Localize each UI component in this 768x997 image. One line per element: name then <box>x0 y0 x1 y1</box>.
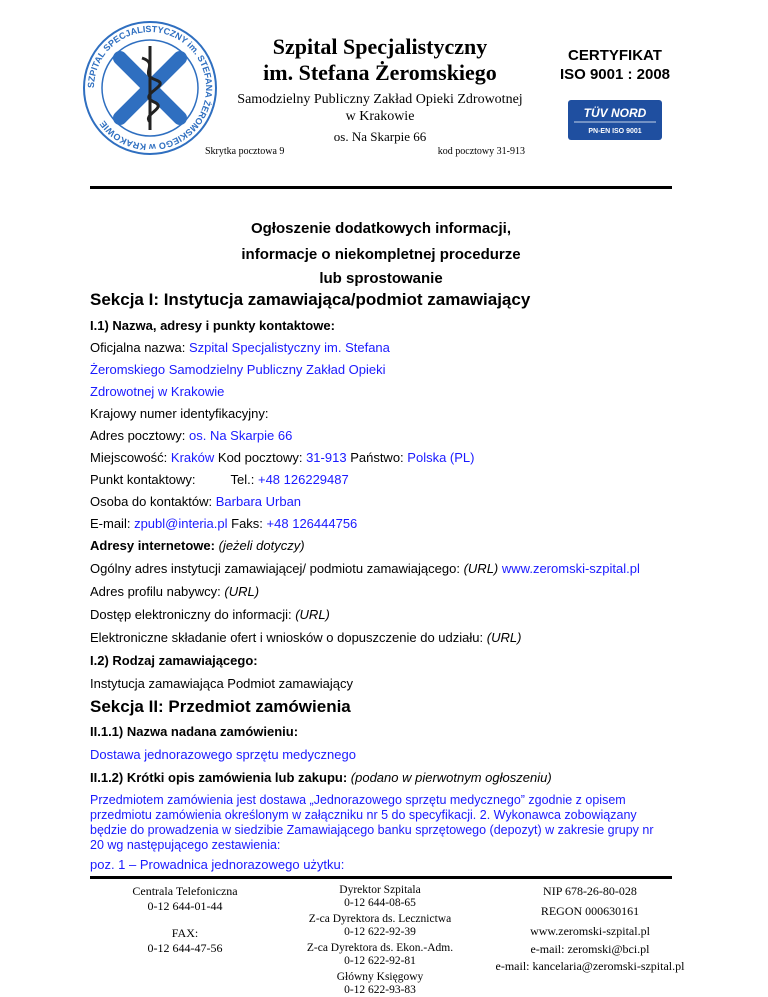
general-address-label: Ogólny adres instytucji zamawiającej/ podmiotu zamawiającego: <box>90 561 460 576</box>
official-name-value: Szpital Specjalistyczny im. Stefana <box>189 340 390 355</box>
hospital-subtitle-line1: Samodzielny Publiczny Zakład Opieki Zdrowotnej <box>237 92 523 107</box>
description-line3: będzie do prowadzenia w siedzibie Zamawiającego banku sprzętowego (depozyt) w zakresie grupy nr <box>90 823 654 837</box>
city-row <box>90 450 690 465</box>
footer-text: Centrala Telefoniczna <box>132 884 238 898</box>
internet-note: (jeżeli dotyczy) <box>218 538 305 553</box>
country-label: Państwo: <box>350 450 404 465</box>
footer-link[interactable]: e-mail: zeromski@bci.pl <box>530 942 650 956</box>
footer-text: 0-12 622-92-81 <box>344 955 416 967</box>
general-address-row <box>90 561 690 576</box>
footer-text: 0-12 622-92-39 <box>344 926 416 938</box>
official-name-label: Oficjalna nazwa: <box>90 340 186 355</box>
email-label: E-mail: <box>90 516 131 531</box>
doc-title-line1: Ogłoszenie dodatkowych informacji, <box>250 220 512 237</box>
doc-title-line2: informacje o niekompletnej procedurze <box>241 246 521 263</box>
po-box: Skrytka pocztowa 9 <box>205 146 285 157</box>
ii12-heading: II.1.2) Krótki opis zamówienia lub zakupu: <box>90 770 348 785</box>
tuv-brand: TÜV NORD <box>583 106 647 120</box>
postal-address-value: os. Na Skarpie 66 <box>189 428 293 443</box>
electronic-submission-label: Elektroniczne składanie ofert i wniosków o dopuszczenie do udziału: <box>90 630 484 645</box>
official-name-line3: Zdrowotnej w Krakowie <box>90 384 225 399</box>
description-line1: Przedmiotem zamówienia jest dostawa „Jednorazowego sprzętu medycznego” zgodnie z opisem <box>90 793 626 807</box>
footer-link[interactable]: www.zeromski-szpital.pl <box>530 924 650 938</box>
general-address-link[interactable]: www.zeromski-szpital.pl <box>501 561 640 576</box>
doc-title-line3: lub sprostowanie <box>319 270 443 287</box>
contract-name: Dostawa jednorazowego sprzętu medycznego <box>90 747 356 762</box>
certificate-block <box>540 46 690 84</box>
footer-col-ids <box>490 884 690 973</box>
footer-text: Z-ca Dyrektora ds. Lecznictwa <box>308 913 452 925</box>
footer-text: Główny Księgowy <box>336 971 424 983</box>
footer-col-directors <box>290 884 470 997</box>
footer-text: REGON 000630161 <box>540 904 640 918</box>
ii11-heading: II.1.1) Nazwa nadana zamówieniu: <box>90 724 299 739</box>
section2-heading: Sekcja II: Przedmiot zamówienia <box>90 697 351 716</box>
tuv-norm: PN-EN ISO 9001 <box>588 128 642 135</box>
internet-label: Adresy internetowe: <box>90 538 215 553</box>
hospital-name <box>230 34 530 86</box>
hospital-name-line1: Szpital Specjalistyczny <box>272 34 488 59</box>
position-1: poz. 1 – Prowadnica jednorazowego użytku: <box>90 857 345 872</box>
postcode-label: Kod pocztowy: <box>217 450 303 465</box>
hospital-logo <box>80 18 220 158</box>
ii12-row <box>90 770 690 785</box>
fax-value: +48 126444756 <box>266 516 358 531</box>
postal-address-label: Adres pocztowy: <box>90 428 186 443</box>
country-value: Polska (PL) <box>407 450 475 465</box>
national-id-label: Krajowy numer identyfikacyjny: <box>90 406 269 421</box>
footer-divider <box>90 876 672 879</box>
footer-text: 0-12 644-47-56 <box>147 941 223 955</box>
electronic-access-label: Dostęp elektroniczny do informacji: <box>90 607 292 622</box>
tuv-nord-badge <box>568 100 662 140</box>
certificate-label: CERTYFIKAT <box>568 47 662 64</box>
buyer-profile-row <box>90 584 690 599</box>
footer-text: 0-12 644-01-44 <box>147 899 223 913</box>
footer-text: 0-12 622-93-83 <box>344 984 416 996</box>
contract-description <box>90 793 690 853</box>
footer-text: 0-12 644-08-65 <box>344 897 416 909</box>
contact-person-row <box>90 494 690 509</box>
footer-link[interactable]: e-mail: kancelaria@zeromski-szpital.pl <box>495 959 685 973</box>
postal-address-row <box>90 428 690 443</box>
contact-point-label: Punkt kontaktowy: <box>90 472 196 487</box>
city-value: Kraków <box>170 450 215 465</box>
contractor-type: Instytucja zamawiająca Podmiot zamawiający <box>90 676 353 691</box>
email-link[interactable]: zpubl@interia.pl <box>134 516 228 531</box>
iso-label: ISO 9001 : 2008 <box>559 66 671 83</box>
url-tag: (URL) <box>295 607 330 622</box>
footer-text: NIP 678-26-80-028 <box>543 884 637 898</box>
postal-code: kod pocztowy 31-913 <box>437 146 525 157</box>
contact-point-row <box>90 472 690 487</box>
hospital-address: os. Na Skarpie 66 <box>333 129 427 144</box>
hospital-subtitle <box>230 91 530 125</box>
description-line4: 20 wg następującego zestawienia: <box>90 838 281 852</box>
email-fax-row <box>90 516 690 531</box>
url-tag: (URL) <box>463 561 499 576</box>
tel-label: Tel.: <box>230 472 255 487</box>
logo-ring-text: SZPITAL SPECJALISTYCZNY im. STEFANA ŻEROMSKIEGO w KRAKOWIE <box>85 23 215 153</box>
hospital-postal-info <box>205 146 525 157</box>
buyer-profile-label: Adres profilu nabywcy: <box>90 584 221 599</box>
internet-row <box>90 538 690 553</box>
postcode-value: 31-913 <box>306 450 347 465</box>
city-label: Miejscowość: <box>90 450 168 465</box>
header-divider <box>90 186 672 189</box>
ii12-note: (podano w pierwotnym ogłoszeniu) <box>350 770 552 785</box>
official-name-row <box>90 340 690 355</box>
tel-value: +48 126229487 <box>257 472 349 487</box>
official-name-line2: Żeromskiego Samodzielny Publiczny Zakład Opieki <box>90 362 386 377</box>
fax-label: Faks: <box>231 516 263 531</box>
description-line2: przedmiotu zamówienia określonym w załączniku nr 5 do specyfikacji. 2. Wykonawca zobowiązany <box>90 808 637 822</box>
footer-text: Dyrektor Szpitala <box>339 884 421 896</box>
footer-text: FAX: <box>171 926 199 940</box>
url-tag: (URL) <box>486 630 522 645</box>
hospital-name-line2: im. Stefana Żeromskiego <box>263 60 497 85</box>
contact-person-label: Osoba do kontaktów: <box>90 494 213 509</box>
footer-text: Z-ca Dyrektora ds. Ekon.-Adm. <box>306 942 454 954</box>
hospital-subtitle-line2: w Krakowie <box>345 109 415 124</box>
url-tag: (URL) <box>224 584 260 599</box>
footer-col-switchboard <box>110 884 260 956</box>
electronic-submission-row <box>90 630 690 645</box>
contact-person-value: Barbara Urban <box>215 494 302 509</box>
i2-heading: I.2) Rodzaj zamawiającego: <box>90 653 258 668</box>
electronic-access-row <box>90 607 690 622</box>
section1-heading: Sekcja I: Instytucja zamawiająca/podmiot zamawiający <box>90 290 531 309</box>
i1-heading: I.1) Nazwa, adresy i punkty kontaktowe: <box>90 318 335 333</box>
